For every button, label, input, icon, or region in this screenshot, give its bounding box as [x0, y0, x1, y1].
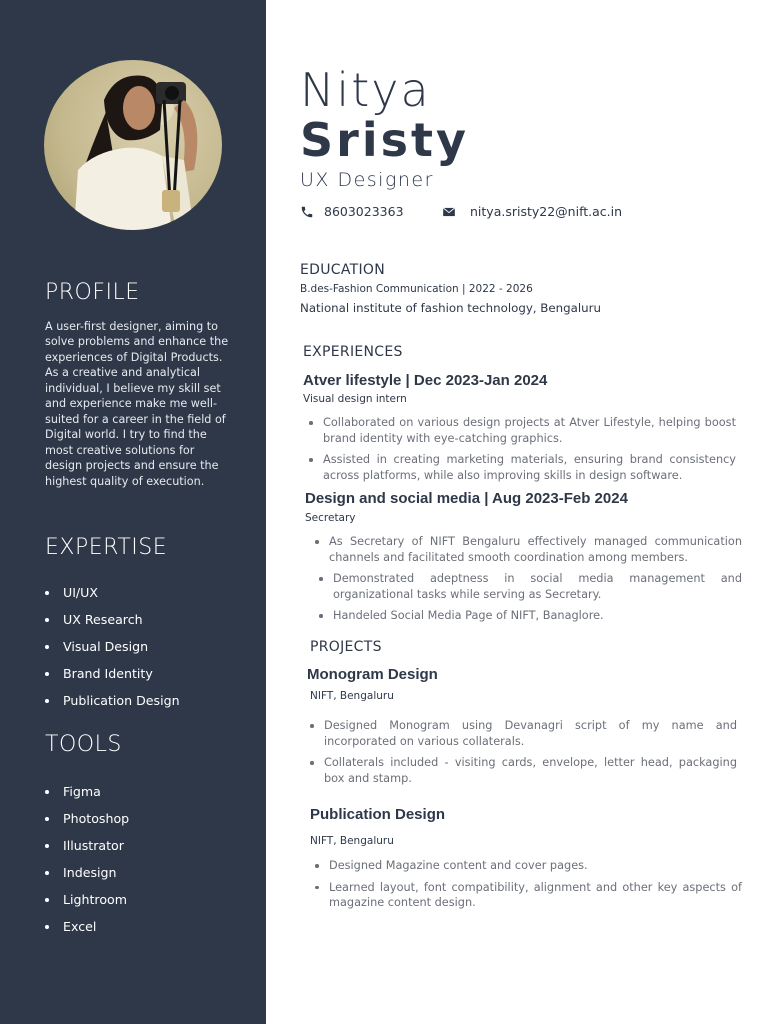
bullet-item: Collaborated on various design projects at Atver Lifestyle, helping boost brand identity with eye-catching graphics.	[307, 415, 736, 446]
job-title: Design and social media | Aug 2023-Feb 2024	[305, 490, 628, 507]
bullet-item: Designed Magazine content and cover pages.	[313, 858, 742, 874]
email-address[interactable]: nitya.sristy22@nift.ac.in	[470, 204, 623, 219]
expertise-item: UI/UX	[45, 584, 245, 611]
project-bullets	[308, 718, 737, 792]
project-place: NIFT, Bengaluru	[310, 835, 394, 847]
education-heading: EDUCATION	[300, 262, 386, 278]
job-role: UX Designer	[300, 169, 434, 191]
job-bullets	[307, 415, 736, 489]
tools-heading: TOOLS	[45, 732, 122, 757]
last-name: Sristy	[300, 113, 469, 167]
job-title: Atver lifestyle | Dec 2023-Jan 2024	[303, 372, 548, 389]
tool-item: Figma	[45, 783, 245, 810]
expertise-item: Brand Identity	[45, 665, 245, 692]
tool-item: Illustrator	[45, 837, 245, 864]
tool-item: Indesign	[45, 864, 245, 891]
tool-item: Excel	[45, 918, 245, 945]
expertise-item: UX Research	[45, 611, 245, 638]
experiences-heading: EXPERIENCES	[303, 344, 403, 360]
projects-heading: PROJECTS	[310, 639, 382, 655]
bullet-item: Collaterals included - visiting cards, envelope, letter head, packaging box and stamp.	[308, 755, 737, 786]
expertise-heading: EXPERTISE	[45, 535, 168, 560]
email-contact	[442, 204, 622, 219]
phone-number[interactable]: 8603023363	[324, 204, 404, 219]
tool-item: Photoshop	[45, 810, 245, 837]
bullet-item: Handeled Social Media Page of NIFT, Banaglore.	[317, 608, 742, 624]
bullet-item: As Secretary of NIFT Bengaluru effectively managed communication channels and facilitated smooth coordination among members.	[313, 534, 742, 565]
expertise-item: Publication Design	[45, 692, 245, 719]
profile-text: A user-first designer, aiming to solve problems and enhance the experiences of Digital Products. As a creative and analytical individual, I believe my skill set and experience make me well-suited for a career in the field of Digital world. I try to find the most creative solutions for design projects and ensure the highest quality of execution.	[45, 320, 229, 488]
project-title: Publication Design	[310, 806, 446, 823]
envelope-icon	[442, 205, 456, 219]
profile-heading: PROFILE	[45, 280, 140, 305]
first-name: Nitya	[300, 63, 431, 117]
job-role: Secretary	[305, 512, 356, 524]
job-role: Visual design intern	[303, 393, 407, 405]
phone-icon	[300, 205, 314, 219]
education-degree: B.des-Fashion Communication | 2022 - 2026	[300, 283, 533, 295]
bullet-item: Assisted in creating marketing materials, ensuring brand consistency across platforms, while also improving skills in design software.	[307, 452, 736, 483]
project-place: NIFT, Bengaluru	[310, 690, 394, 702]
project-bullets	[313, 858, 742, 917]
bullet-item: Learned layout, font compatibility, alignment and other key aspects of magazine content design.	[313, 880, 742, 911]
expertise-item: Visual Design	[45, 638, 245, 665]
tool-item: Lightroom	[45, 891, 245, 918]
education-institute: National institute of fashion technology, Bengaluru	[300, 301, 601, 315]
bullet-item: Designed Monogram using Devanagri script of my name and incorporated on various collaterals.	[308, 718, 737, 749]
job-bullets	[313, 534, 742, 630]
phone-contact	[300, 204, 404, 219]
project-title: Monogram Design	[307, 666, 438, 683]
bullet-item: Demonstrated adeptness in social media management and organizational tasks while serving as Secretary.	[317, 571, 742, 602]
